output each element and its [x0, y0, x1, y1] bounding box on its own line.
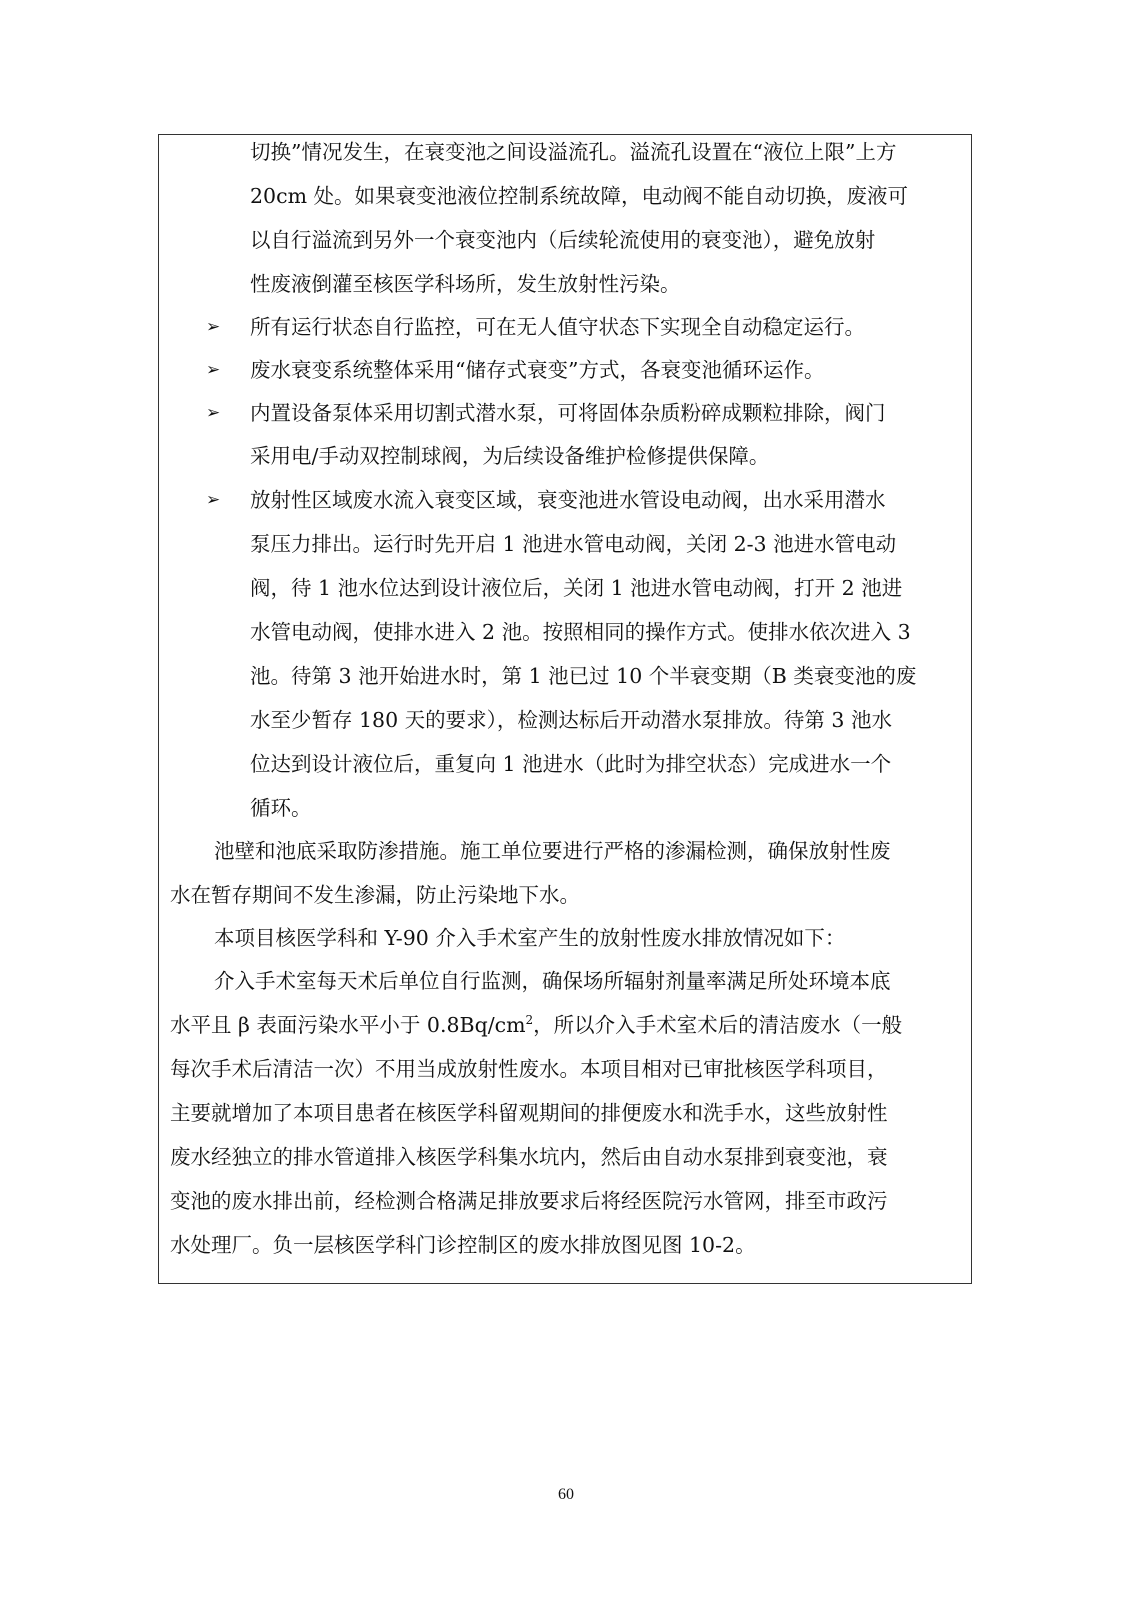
bullet-4-line-6: 水至少暂存 180 天的要求），检测达标后开动潜水泵排放。待第 3 池水 — [250, 708, 892, 732]
detail-line-4: 主要就增加了本项目患者在核医学科留观期间的排便废水和洗手水，这些放射性 — [170, 1101, 888, 1125]
page-number: 60 — [558, 1486, 574, 1503]
bullet-4-line-7: 位达到设计液位后，重复向 1 池进水（此时为排空状态）完成进水一个 — [250, 752, 892, 776]
detail-line-2-before: 水平且 β 表面污染水平小于 0.8Bq/cm — [170, 1013, 526, 1037]
bullet-arrow-icon: ➢ — [206, 403, 221, 423]
detail-line-6: 变池的废水排出前，经检测合格满足排放要求后将经医院污水管网，排至市政污 — [170, 1189, 888, 1213]
bullet-3-line-2: 采用电/手动双控制球阀，为后续设备维护检修提供保障。 — [250, 444, 770, 468]
detail-line-2 — [170, 1003, 902, 1047]
detail-line-2-after: ，所以介入手术室术后的清洁废水（一般 — [533, 1013, 903, 1037]
bullet-4-line-8: 循环。 — [250, 796, 312, 820]
bullet-4-line-2: 泵压力排出。运行时先开启 1 池进水管电动阀，关闭 2-3 池进水管电动 — [250, 532, 897, 556]
detail-line-5: 废水经独立的排水管道排入核医学科集水坑内，然后由自动水泵排到衰变池，衰 — [170, 1145, 888, 1169]
intro-line-4: 性废液倒灌至核医学科场所，发生放射性污染。 — [250, 272, 681, 296]
bullet-4-line-5: 池。待第 3 池开始进水时，第 1 池已过 10 个半衰变期（B 类衰变池的废 — [250, 664, 917, 688]
summary-line-1: 本项目核医学科和 Y-90 介入手术室产生的放射性废水排放情况如下： — [214, 926, 846, 950]
seepage-line-1: 池壁和池底采取防渗措施。施工单位要进行严格的渗漏检测，确保放射性废 — [214, 839, 891, 863]
bullet-arrow-icon: ➢ — [206, 360, 221, 380]
intro-line-2: 20cm 处。如果衰变池液位控制系统故障，电动阀不能自动切换，废液可 — [250, 184, 909, 208]
bullet-arrow-icon: ➢ — [206, 317, 221, 337]
detail-line-3: 每次手术后清洁一次）不用当成放射性废水。本项目相对已审批核医学科项目， — [170, 1057, 888, 1081]
detail-line-7: 水处理厂。负一层核医学科门诊控制区的废水排放图见图 10-2。 — [170, 1233, 756, 1257]
seepage-line-2: 水在暂存期间不发生渗漏，防止污染地下水。 — [170, 883, 580, 907]
superscript-exponent: 2 — [525, 1013, 534, 1028]
bullet-1-line-1: 所有运行状态自行监控，可在无人值守状态下实现全自动稳定运行。 — [250, 315, 865, 339]
bullet-4-line-3: 阀，待 1 池水位达到设计液位后，关闭 1 池进水管电动阀，打开 2 池进 — [250, 576, 903, 600]
bullet-4-line-4: 水管电动阀，使排水进入 2 池。按照相同的操作方式。使排水依次进入 3 — [250, 620, 911, 644]
intro-line-3: 以自行溢流到另外一个衰变池内（后续轮流使用的衰变池），避免放射 — [250, 228, 876, 252]
bullet-3-line-1: 内置设备泵体采用切割式潜水泵，可将固体杂质粉碎成颗粒排除，阀门 — [250, 401, 886, 425]
bullet-arrow-icon: ➢ — [206, 490, 221, 510]
intro-line-1: 切换”情况发生，在衰变池之间设溢流孔。溢流孔设置在“液位上限”上方 — [250, 140, 897, 164]
detail-line-1: 介入手术室每天术后单位自行监测，确保场所辐射剂量率满足所处环境本底 — [214, 969, 891, 993]
bullet-4-line-1: 放射性区域废水流入衰变区域，衰变池进水管设电动阀，出水采用潜水 — [250, 488, 886, 512]
bullet-2-line-1: 废水衰变系统整体采用“储存式衰变”方式，各衰变池循环运作。 — [250, 358, 825, 382]
